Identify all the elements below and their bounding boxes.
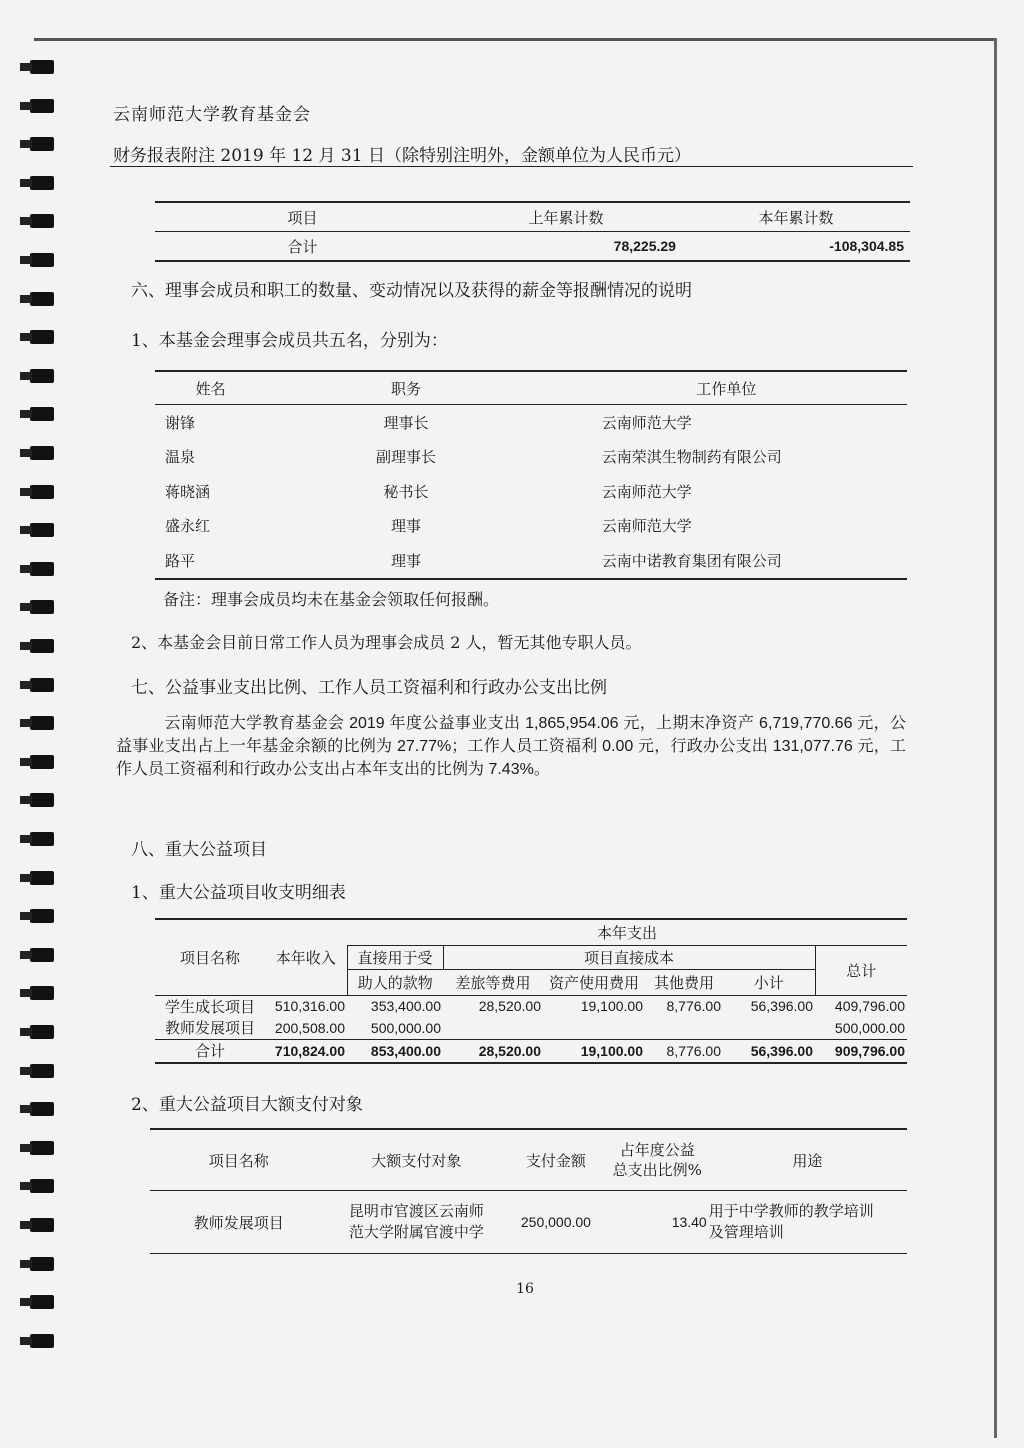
cell-value: 56,396.00	[723, 1039, 815, 1063]
use-line2: 及管理培训	[708, 1223, 784, 1241]
binding-hole	[30, 793, 54, 807]
member-name: 温泉	[165, 448, 196, 467]
member-position: 副理事长	[375, 448, 436, 467]
member-employer: 云南荣淇生物制药有限公司	[601, 448, 782, 467]
table-row-total	[155, 1039, 907, 1063]
col-header-amount: 支付金额	[505, 1129, 607, 1191]
member-name: 蒋晓涵	[165, 482, 211, 501]
table-row	[150, 1191, 907, 1254]
payment-project-name: 教师发展项目	[150, 1191, 328, 1254]
col-header-payee: 大额支付对象	[328, 1129, 506, 1191]
table-row	[155, 405, 907, 440]
table-row	[155, 440, 907, 475]
binding-hole	[30, 871, 54, 885]
col-header-expense: 本年支出	[347, 919, 907, 945]
member-employer: 云南师范大学	[601, 482, 692, 501]
section-7-paragraph	[116, 712, 906, 781]
cell-value: 56,396.00	[723, 995, 815, 1017]
payment-use	[708, 1191, 907, 1254]
header-divider	[110, 166, 913, 167]
section-7-title: 七、公益事业支出比例、工作人员工资福利和行政办公支出比例	[131, 678, 607, 698]
cell-value: 710,824.00	[265, 1039, 347, 1063]
board-members-table	[155, 370, 907, 580]
binding-hole	[30, 407, 54, 421]
payment-ratio: 13.40	[607, 1191, 708, 1254]
cell-value: 500,000.00	[834, 1019, 905, 1036]
binding-hole	[30, 909, 54, 923]
member-position: 秘书长	[383, 482, 429, 501]
section-8-item-2: 2、重大公益项目大额支付对象	[131, 1095, 363, 1115]
binding-hole	[30, 716, 54, 730]
payment-amount: 250,000.00	[505, 1191, 607, 1254]
use-line1: 用于中学教师的教学培训	[708, 1202, 874, 1220]
col-header-direct-aid-line1: 直接用于受	[347, 945, 443, 969]
binding-hole	[30, 1334, 54, 1348]
col-header-direct-cost: 项目直接成本	[443, 945, 815, 969]
binding-hole	[30, 60, 54, 74]
report-subtitle: 财务报表附注 2019 年 12 月 31 日（除特别注明外，金额单位为人民币元）	[113, 146, 691, 166]
large-payment-table	[150, 1128, 907, 1254]
binding-hole	[30, 1257, 54, 1271]
binding-hole	[30, 1102, 54, 1116]
section-8-item-1: 1、重大公益项目收支明细表	[131, 883, 346, 903]
table-row	[155, 1017, 907, 1039]
cell-value: 28,520.00	[443, 1039, 543, 1063]
cell-value: 8,776.00	[645, 1039, 723, 1063]
binding-hole	[30, 832, 54, 846]
col-header-use: 用途	[708, 1129, 907, 1191]
member-employer: 云南师范大学	[601, 413, 692, 432]
binding-hole	[30, 446, 54, 460]
col-header-position: 职务	[266, 371, 546, 405]
cell-value: 353,400.00	[347, 995, 443, 1017]
member-position: 理事长	[383, 413, 429, 432]
page-border-right	[994, 38, 997, 1438]
member-name: 路平	[155, 543, 266, 579]
project-expense-table	[155, 918, 907, 1064]
cell-value: 200,508.00	[274, 1019, 345, 1036]
table-row	[155, 995, 907, 1017]
page-number: 16	[516, 1281, 534, 1297]
summary-this-year-value: -108,304.85	[682, 232, 910, 262]
binding-hole	[30, 1141, 54, 1155]
payment-payee	[328, 1191, 506, 1254]
project-name: 学生成长项目	[155, 995, 265, 1017]
payee-line1: 昆明市官渡区云南师	[348, 1202, 484, 1220]
cell-value: 409,796.00	[815, 995, 907, 1017]
binding-hole	[30, 562, 54, 576]
col-header-project-name: 项目名称	[150, 1129, 328, 1191]
col-header-subtotal: 小计	[753, 973, 784, 992]
organization-name: 云南师范大学教育基金会	[113, 105, 311, 125]
binding-hole	[30, 1179, 54, 1193]
summary-last-year-value: 78,225.29	[450, 232, 682, 262]
col-header-last-year: 上年累计数	[450, 202, 682, 232]
col-header-item: 项目	[155, 202, 450, 232]
cell-value: 500,000.00	[370, 1019, 441, 1036]
binding-hole	[30, 330, 54, 344]
member-position: 理事	[266, 543, 546, 579]
binding-hole	[30, 1064, 54, 1078]
cell-value: 909,796.00	[815, 1039, 907, 1063]
cell-value	[443, 1017, 543, 1039]
col-header-other: 其他费用	[653, 973, 714, 992]
col-header-travel: 差旅等费用	[455, 973, 531, 992]
col-header-ratio-line2: 总支出比例%	[612, 1161, 702, 1179]
member-employer: 云南中诺教育集团有限公司	[546, 543, 907, 579]
member-name: 谢锋	[165, 413, 196, 432]
cell-value: 19,100.00	[543, 1039, 645, 1063]
binding-hole	[30, 137, 54, 151]
cell-value	[645, 1017, 723, 1039]
member-name: 盛永红	[165, 517, 211, 536]
binding-hole	[30, 523, 54, 537]
page-border-top	[34, 38, 996, 41]
table-row	[155, 543, 907, 579]
col-header-name: 姓名	[155, 371, 266, 405]
binding-hole	[30, 292, 54, 306]
cell-value: 853,400.00	[347, 1039, 443, 1063]
member-employer: 云南师范大学	[601, 517, 692, 536]
binding-hole	[30, 485, 54, 499]
table-row	[155, 509, 907, 544]
binding-hole	[30, 369, 54, 383]
binding-hole	[30, 214, 54, 228]
col-header-this-year: 本年累计数	[682, 202, 910, 232]
summary-total-label: 合计	[155, 232, 450, 262]
member-position: 理事	[390, 517, 421, 536]
binding-hole	[30, 755, 54, 769]
section-8-title: 八、重大公益项目	[131, 840, 267, 860]
binding-hole	[30, 600, 54, 614]
cell-value: 510,316.00	[265, 995, 347, 1017]
col-header-total: 总计	[815, 945, 907, 995]
binding-hole	[30, 986, 54, 1000]
project-name: 教师发展项目	[164, 1019, 255, 1038]
col-header-ratio-line1: 占年度公益	[619, 1141, 695, 1159]
total-label: 合计	[155, 1039, 265, 1063]
col-header-direct-aid-line2: 助人的款物	[347, 969, 443, 995]
payee-line2: 范大学附属官渡中学	[348, 1223, 484, 1241]
col-header-asset-use: 资产使用费用	[548, 973, 639, 992]
binding-hole	[30, 176, 54, 190]
cell-value: 28,520.00	[443, 995, 543, 1017]
section-6-item-2: 2、本基金会目前日常工作人员为理事会成员 2 人，暂无其他专职人员。	[131, 633, 642, 652]
binding-holes	[0, 60, 56, 1380]
col-header-project-name: 项目名称	[155, 919, 265, 995]
cell-value: 8,776.00	[645, 995, 723, 1017]
cell-value	[723, 1017, 815, 1039]
binding-hole	[30, 678, 54, 692]
cell-value: 19,100.00	[543, 995, 645, 1017]
binding-hole	[30, 1295, 54, 1309]
section-6-item-1: 1、本基金会理事会成员共五名，分别为：	[131, 331, 448, 351]
summary-table	[155, 201, 910, 262]
section-6-title: 六、理事会成员和职工的数量、变动情况以及获得的薪金等报酬情况的说明	[131, 281, 692, 301]
members-note: 备注：理事会成员均未在基金会领取任何报酬。	[163, 590, 500, 609]
col-header-income: 本年收入	[265, 919, 347, 995]
table-row	[155, 474, 907, 509]
binding-hole	[30, 1218, 54, 1232]
binding-hole	[30, 1025, 54, 1039]
section-7-paragraph-text: 云南师范大学教育基金会 2019 年度公益事业支出 1,865,954.06 元，上期末净资产 6,719,770.66 元，公益事业支出占上一年基金余额的比例为 27.77%；工作人员工资福利 0.00 元，行政办公支出 131,077.76 元，工作人员工资福利和行政办公支出占本年支出的比例为 7.43%。	[116, 715, 906, 778]
binding-hole	[30, 253, 54, 267]
binding-hole	[30, 639, 54, 653]
col-header-ratio	[607, 1129, 708, 1191]
col-header-employer: 工作单位	[546, 371, 907, 405]
binding-hole	[30, 948, 54, 962]
cell-value	[543, 1017, 645, 1039]
binding-hole	[30, 99, 54, 113]
